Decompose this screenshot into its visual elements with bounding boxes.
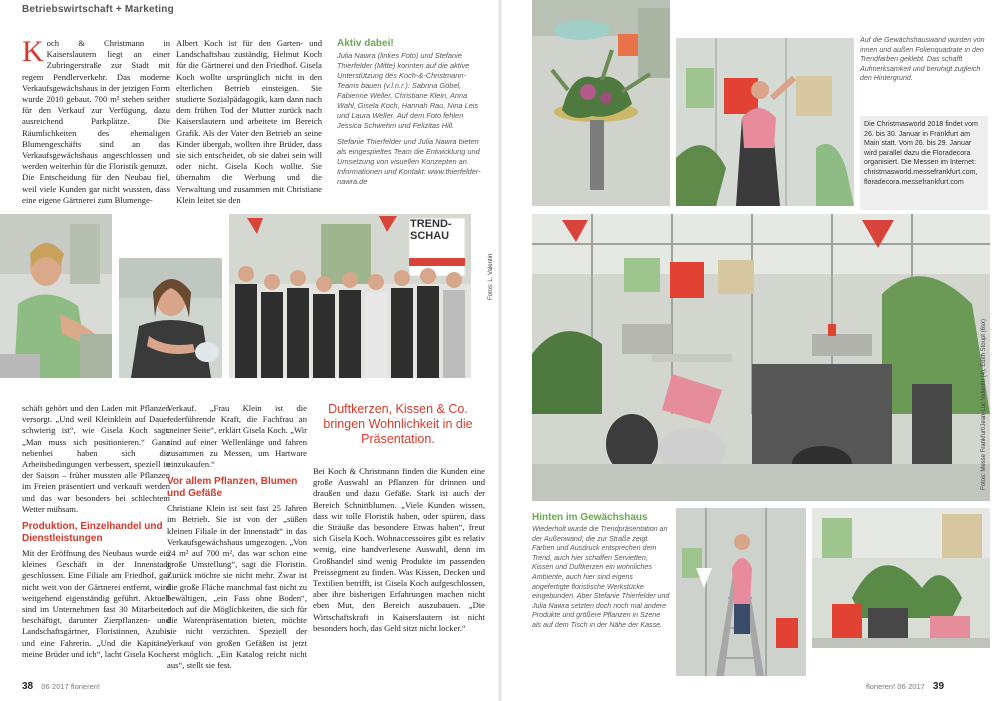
hinten-box [532,512,670,682]
aktiv-contact: Stefanie Thierfelder und Julia Nawra bieten als eingespieltes Team die Entwicklung und Umsetzung von visuellen Konzepten an. Informationen und Kontakt: www.thierfelder-nawra.de [337,137,481,187]
paragraph: Verkauf. „Frau Klein ist die federführende Kraft, die Fachfrau an meiner Seite“, erklärt Gisela Koch. „Wir sind auf einer Wellenlänge und fahren zusammen zu Messen, um Hartware einzukaufen.“ [167,403,307,470]
trend-sign [410,218,466,264]
text-column-3 [22,403,170,675]
paragraph: schäft gehört und den Laden mit Pflanzen versorgt. „Und weil Kleinklein auf Dauer schwierig ist“, wie Gisela Koch sagt. „Man muss sich positionieren.“ Ganz nebenbei haben sich die Arbeitsbedingungen verbessert, speziell in der Saison – früher mussten alle Pflanzen im Freien präsentiert und verkauft werden und das war besonders bei schlechtem Wetter mühsam. [22,403,170,514]
paragraph: Albert Koch ist für den Garten- und Landschaftsbau zuständig, Helmut Koch für die Gärtnerei und den Friedhof. Gisela Koch wollte ursprünglich nicht in den elterlichen Betrieb einsteigen. Sie studierte Sozialpädagogik, kam dann nach dem frühen Tod der Mutter zurück nach Kaiserslautern und arbeitete im Bereich Grafik. Als der Vater den Betrieb an seine Kinder übergab, wollten ihre Brüder, dass sie sich entscheidet, ob sie dabei sein will oder nicht. Gisela Koch wollte. Sie übernahm die Werbung und die Verwaltung und zusammen mit Christiane Klein leitet sie den [176,38,322,205]
paragraph: Bei Koch & Christmann finden die Kunden eine große Auswahl an Pflanzen für drinnen und draußen und dazu Gefäße. Stark ist auch der Bereich Schnittblumen. „Viele Kunden wissen, dass wir tolle Floristik haben, oder spüren, dass die Sträuße das besondere Etwas haben“, freut sich Gisela Koch. Wohnaccessoires gibt es relativ wenig, eine handverlesene Auswahl, denn im Großhandel sind wenig Produkte im passenden Preissegment zu finden. Was Kissen, Decken und Textilien betrifft, ist Gisela Koch aufgeschlossen, aber ihre bisherigen Erfahrungen machen nicht eben Mut, den Bereich auszubauen. „Die Wirtschaftskraft in Kaiserslautern ist nicht besonders hoch, das Geld sitzt nicht locker.“ [313,466,485,633]
photo-woman-ladder [676,508,806,676]
subhead-pflanzen: Vor allem Pflanzen, Blumen und Gefäße [167,476,298,500]
page-gutter [497,0,503,701]
info-box-christmasworld: Die Christmasworld 2018 findet vom 26. bis 30. Januar in Frankfurt am Main statt. Vom 26. bis 29. Januar wird parallel dazu die Floradecora organisiert. Die Messen im Internet: christmasworld.messefrankfurt.com, floradecora.messefrankfurt.com [860,116,988,210]
photo-julia-nawra [0,214,112,378]
section-label: Betriebswirtschaft + Marketing [22,4,174,15]
photo-flower-arrangement [532,0,670,206]
aktiv-box [337,38,487,213]
paragraph: och & Christmann in Kaiserslautern liegt an einer Zubringerstraße zur Stadt mit regem Pendlerverkehr. Das moderne Verkaufsgewächshaus in der jetzigen Form wurde 2010 gebaut. 700 m² stehen seither für den Verkauf zur Verfügung, dazu ausreichend Parkplätze. Die Räumlichkeiten des ehemaligen Blumengeschäfts sind an das Verkaufsgewächshaus angeschlossen und werden weiterhin für die Floristik genutzt. [22,38,170,172]
photo-greenhouse-display [532,214,990,501]
paragraph: Christiane Klein ist seit fast 25 Jahren im Betrieb. Sie ist von der „süßen kleinen Filiale in der Innenstadt“ in das Verkaufsgewächshaus umgezogen. „Von 24 m² auf 700 m², das war schon eine große Umstellung“, sagt die Floristin. Zurück möchte sie nicht mehr. Zwar ist die große Fläche manchmal fast nicht zu bewältigen, „ein Fass ohne Boden“, doch auf die Möglichkeiten, die sich für die Warenpräsentation bieten, möchte sie nicht verzichten. Speziell der Verkauf von großen Gefäßen ist jetzt erst möglich. „Ein Katalog reicht nicht aus“, stellt sie fest. [167,503,307,671]
hinten-title: Hinten im Gewächshaus [532,512,648,523]
photo-woman-wall [676,38,854,206]
footer-left [22,681,100,692]
drop-cap: K [22,38,44,68]
subhead-produktion: Produktion, Einzelhandel und Dienstleistungen [22,521,163,545]
caption-top-right: Auf die Gewächshauswand wurden von innen und außen Folienquadrate in den Trendfarben geklebt. Das schafft Aufmerksamkeit und beruhigt zugleich den Hintergrund. [860,36,985,83]
page-number-left: 38 [22,681,34,692]
photo-credit-left: Fotos: L. Valentin [488,253,494,300]
pull-quote: Duftkerzen, Kissen & Co. bringen Wohnlichkeit in die Präsentation. [323,402,473,446]
footer-issue-left: 06·2017 florieren! [41,682,101,691]
trend-sign-line1: TREND- [410,218,452,230]
footer-issue-right: florieren! 06·2017 [866,682,925,691]
aktiv-caption: Julia Nawra (linkes Foto) und Stefanie Thierfelder (Mitte) konnten auf die aktive Unterstützung des Koch-&-Christmann-Teams bauen (v.l.n.r.): Sabrina Göbel, Fabienne Weller, Christiane Klein, Anna Wahl, Gisela Koch, Hannah Rau, Nina Leis und Laura Weller. Auf dem Foto fehlen Jessica Schwehm und Felizitas Hill. [337,51,479,131]
text-column-5 [313,466,485,676]
photo-stefanie-thierfelder [119,258,222,378]
footer-right [866,681,944,692]
photo-outdoor-display [812,508,990,648]
paragraph: Mit der Eröffnung des Neubaus wurde ein kleines Geschäft in der Innenstadt geschlossen. Eine Filiale am Friedhof, gar nicht weit von der Gärtnerei entfernt, wird weitgehend eigenständig geführt. Aktuell sind im Unternehmen fast 30 Mitarbeiter beschäftigt, darunter Zierpflanzen- und Landschaftsgärtner, Floristinnen, Azubis und eine Fahrerin. „Und die Kapitäne, meine Brüder und ich“, lacht Gisela Koch. [22,548,170,659]
paragraph: Die Entscheidung für den Neubau fiel, weil viele Kunden gar nicht wussten, dass eine eigene Gärtnerei zum Blumenge- [22,172,170,205]
page-number-right: 39 [932,681,945,692]
hinten-caption: Wiederholt wurde die Trendpräsentation an der Außenwand, die zur Straße zeigt. Farben und Ausdruck entsprechen dem Trend, auch hier schaffen Servietten, Kissen und Duftkerzen ein wohnliches Ambiente, auch hier sind eigens angefertigte floristische Werkstücke eingebunden. Aber Stefanie Thierfelder und Julia Nawra setzten doch noch mal andere Produkte und größere Pflanzen in Szene als auf dem Tisch in der Nähe der Kasse. [532,525,670,629]
photo-credit-right: Fotos: Messe Frankfurt/Jean-Luc Valentin (4), Edith Stoupt (6sx) [981,319,987,490]
aktiv-title: Aktiv dabei! [337,38,394,49]
text-column-1 [22,38,170,213]
trend-sign-line2: SCHAU [410,230,450,242]
text-column-4 [167,403,307,675]
text-column-2 [176,38,322,213]
